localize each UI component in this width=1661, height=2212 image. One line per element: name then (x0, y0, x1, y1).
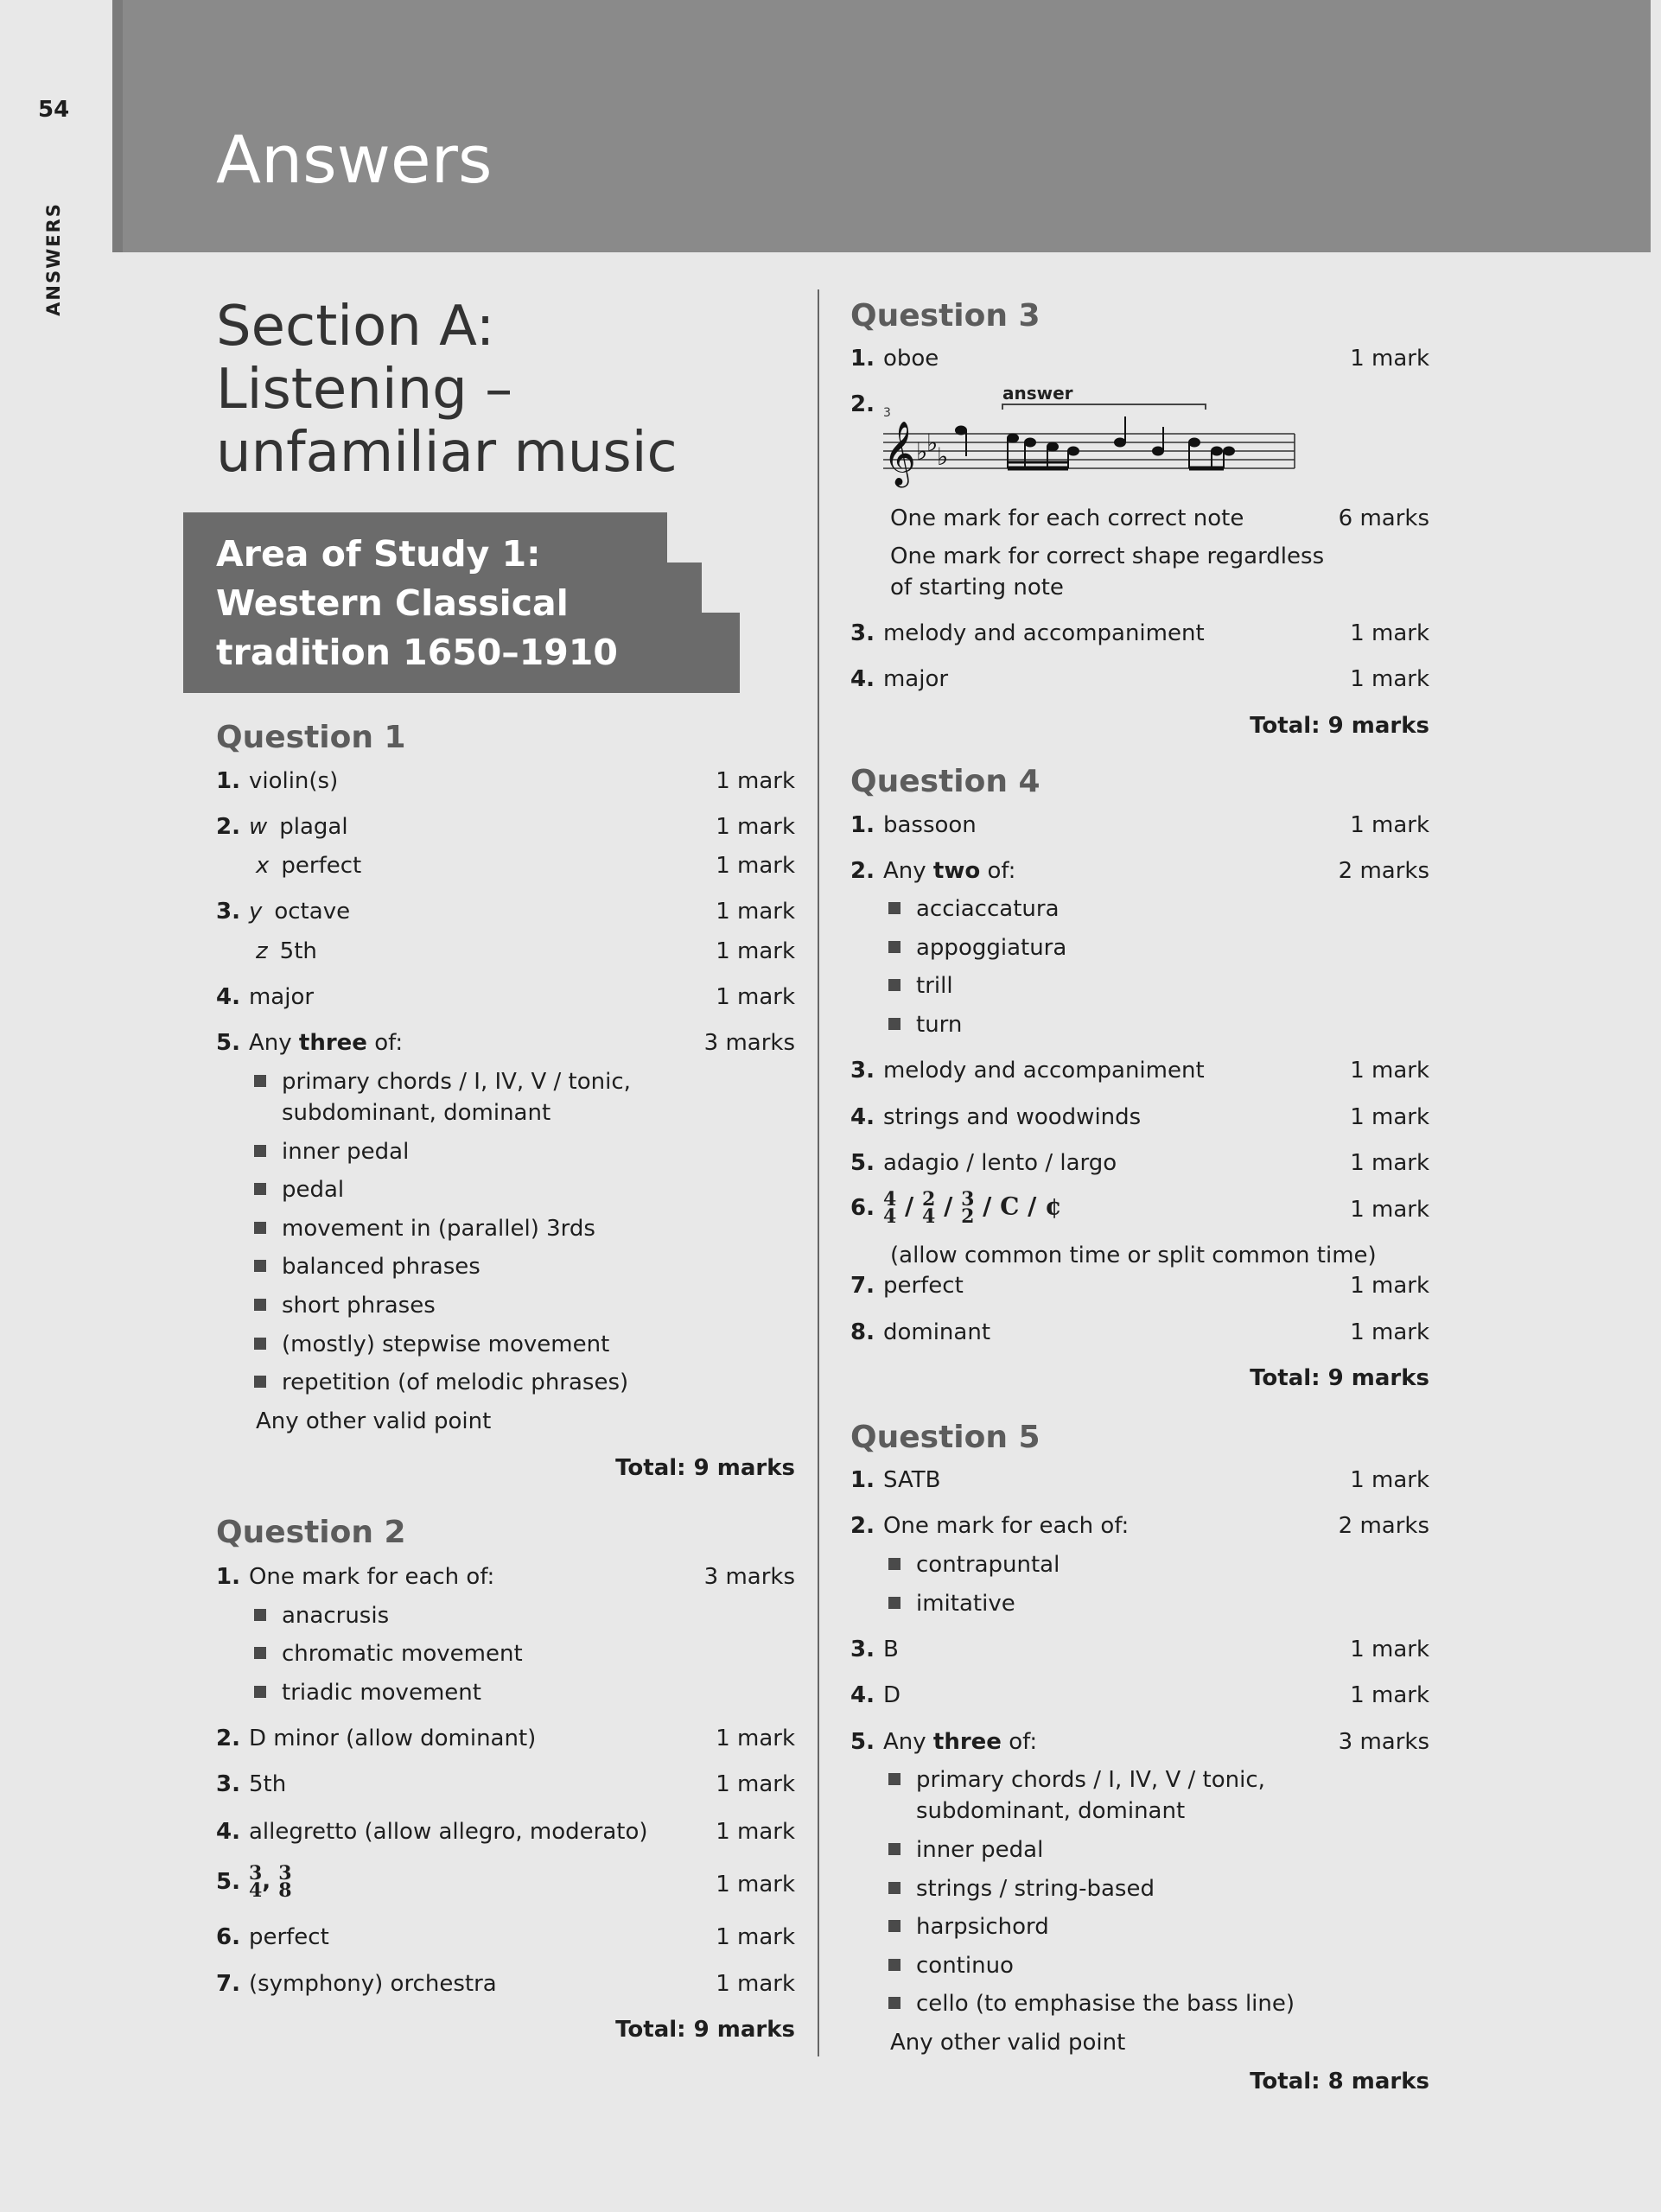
bullet-text: (mostly) stepwise movement (282, 1332, 610, 1357)
bullet-text: imitative (916, 1591, 1015, 1617)
bullet-square (254, 1686, 266, 1698)
answer-row (850, 391, 883, 417)
answer-mark: 1 mark (1350, 1058, 1429, 1084)
answer-number: 1. (850, 812, 875, 838)
side-label: ANSWERS (43, 202, 64, 316)
answer-row (216, 1771, 286, 1797)
aos-line: Area of Study 1: (216, 533, 541, 575)
bullet-square (888, 1843, 901, 1855)
section-title-line: unfamiliar music (216, 421, 678, 485)
bullet-item (888, 1591, 1015, 1617)
answer-number: 3. (850, 620, 875, 646)
answer-text-pre: Any (882, 1729, 926, 1755)
answer-text: adagio / lento / largo (882, 1150, 1117, 1176)
bullet-square (888, 1920, 901, 1932)
bullet-square (254, 1299, 266, 1311)
question-total: Total: 8 marks (1250, 2069, 1429, 2094)
answer-text: 5th (248, 1771, 287, 1797)
answer-row (850, 858, 1015, 884)
bullet-item (888, 1767, 1265, 1793)
bullet-square (888, 979, 901, 991)
answer-text: octave (274, 899, 351, 925)
answer-row (850, 346, 939, 372)
answer-text: D (882, 1682, 901, 1708)
answer-text: 5th (279, 938, 317, 964)
answer-row (850, 1319, 990, 1345)
bullet-item (254, 1177, 344, 1203)
bullet-square (254, 1609, 266, 1621)
bullet-text: acciaccatura (916, 896, 1060, 922)
answer-number: 1. (216, 768, 240, 794)
bullet-text: subdominant, dominant (916, 1798, 1186, 1824)
answer-row: 5. 3 4 , 3 8 (216, 1862, 292, 1902)
bullet-item (888, 1953, 1014, 1979)
answer-row (850, 1058, 1205, 1084)
bullet-square (254, 1075, 266, 1087)
bullet-item (888, 1552, 1060, 1578)
bullet-square (254, 1338, 266, 1350)
answer-text: major (248, 984, 315, 1010)
answer-number: 2. (216, 1726, 240, 1751)
answer-text: (symphony) orchestra (248, 1971, 497, 1997)
bullet-square (888, 941, 901, 953)
answer-text-pre: Any (882, 858, 926, 884)
bullet-text: subdominant, dominant (282, 1100, 551, 1126)
bullet-text: harpsichord (916, 1914, 1049, 1940)
bullet-square (888, 1018, 901, 1030)
aos-line: Western Classical (216, 582, 569, 624)
answer-row (216, 1924, 329, 1950)
answer-number: 7. (850, 1273, 875, 1299)
answer-number: 4. (850, 666, 875, 692)
bullet-square (888, 902, 901, 914)
answer-mark: 1 mark (1350, 1104, 1429, 1130)
question-3-heading: Question 3 (850, 298, 1041, 334)
bullet-item (254, 1370, 628, 1395)
answer-number: 3. (216, 1771, 240, 1797)
answer-row (216, 1971, 497, 1997)
answer-number: 8. (850, 1319, 875, 1345)
answer-text-bold: three (298, 1030, 367, 1056)
bullet-item (254, 1069, 631, 1095)
answer-mark: 1 mark (1350, 1273, 1429, 1299)
answer-row (850, 666, 948, 692)
answer-number: 4. (850, 1104, 875, 1130)
answer-row (850, 1104, 1141, 1130)
answer-mark: 1 mark (1350, 666, 1429, 692)
answer-text-bold: three (932, 1729, 1002, 1755)
question-4-heading: Question 4 (850, 764, 1041, 799)
bullet-square (888, 1882, 901, 1894)
answer-number: 3. (850, 1637, 875, 1662)
time-signature-3-2: 3 2 (961, 1188, 975, 1228)
bullet-text: triadic movement (282, 1680, 481, 1706)
marking-note: of starting note (890, 575, 1064, 601)
bullet-text: cello (to emphasise the bass line) (916, 1991, 1295, 2017)
section-title-line: Section A: (216, 295, 495, 359)
answer-text-post: of: (1009, 1729, 1038, 1755)
flat-sign: ♭ (937, 442, 949, 471)
answer-row (216, 1726, 536, 1751)
answer-number: 2. (216, 814, 240, 840)
bullet-item (254, 1332, 609, 1357)
answer-text: D minor (allow dominant) (248, 1726, 537, 1751)
answer-row (256, 853, 361, 879)
treble-clef: 𝄞 (883, 422, 916, 486)
section-title-line: Listening – (216, 358, 513, 422)
bullet-text: strings / string-based (916, 1876, 1155, 1902)
bullet-item (888, 935, 1066, 961)
question-total: Total: 9 marks (1250, 1365, 1429, 1391)
question-1-heading: Question 1 (216, 720, 406, 755)
time-signature-3-4: 3 4 (248, 1862, 263, 1902)
bullet-item (254, 1603, 389, 1629)
answer-bracket-label: answer (1002, 383, 1073, 404)
answer-row (256, 938, 317, 964)
answer-row (216, 814, 348, 840)
answer-text: melody and accompaniment (882, 620, 1205, 646)
bullet-square (254, 1222, 266, 1234)
answer-mark: 1 mark (1350, 812, 1429, 838)
other-valid-point: Any other valid point (890, 2030, 1126, 2056)
question-total: Total: 9 marks (1250, 713, 1429, 739)
answer-bracket (1002, 404, 1206, 410)
bullet-square (888, 1773, 901, 1785)
bullet-continuation (282, 1100, 550, 1126)
aos-line: tradition 1650–1910 (216, 632, 618, 673)
answer-number: 3. (850, 1058, 875, 1084)
bar-number: 3 (883, 406, 891, 420)
answer-row (216, 984, 314, 1010)
bullet-item (254, 1641, 523, 1667)
answer-mark: 1 mark (716, 814, 795, 840)
bullet-item (888, 973, 953, 999)
answer-number: 6. (850, 1195, 875, 1221)
answer-text: One mark for each of: (248, 1564, 495, 1590)
answer-number: 5. (216, 1030, 240, 1056)
answer-row (850, 1637, 899, 1662)
answer-number: 2. (850, 1513, 875, 1539)
answer-number: 4. (216, 1819, 240, 1845)
answer-row (850, 1682, 901, 1708)
answer-text: One mark for each of: (882, 1513, 1130, 1539)
bullet-item (254, 1216, 595, 1242)
answer-number: 6. (216, 1924, 240, 1950)
answer-mark: 1 mark (1350, 1319, 1429, 1345)
answer-number: 1. (850, 346, 875, 372)
bullet-text: chromatic movement (282, 1641, 523, 1667)
bullet-item (888, 1914, 1049, 1940)
answer-row (216, 768, 338, 794)
answer-row (850, 1513, 1129, 1539)
bullet-square (254, 1183, 266, 1195)
time-signature-2-4: 2 4 (922, 1188, 936, 1228)
answer-number: 2. (850, 858, 875, 884)
answer-row (850, 812, 977, 838)
answer-number: 3. (216, 899, 240, 925)
flat-sign: ♭ (916, 437, 928, 466)
bullet-text: turn (916, 1012, 963, 1038)
bullet-item (888, 1876, 1155, 1902)
question-total: Total: 9 marks (615, 1455, 795, 1481)
answer-row (216, 899, 350, 925)
bullet-text: repetition (of melodic phrases) (282, 1370, 629, 1395)
bullet-text: primary chords / I, IV, V / tonic, (916, 1767, 1265, 1793)
answer-row (850, 1273, 964, 1299)
bullet-text: primary chords / I, IV, V / tonic, (282, 1069, 631, 1095)
bullet-text: trill (916, 973, 953, 999)
bullet-text: balanced phrases (282, 1254, 480, 1280)
bullet-square (254, 1647, 266, 1659)
answer-text: SATB (882, 1467, 941, 1493)
answer-mark: 1 mark (1350, 346, 1429, 372)
answer-mark: 3 marks (703, 1030, 795, 1056)
answer-mark: 3 marks (703, 1564, 795, 1590)
answer-mark: 1 mark (1350, 1682, 1429, 1708)
answer-row (850, 1729, 1037, 1755)
bullet-square (254, 1376, 266, 1388)
bullet-item (888, 896, 1060, 922)
question-2-heading: Question 2 (216, 1515, 406, 1550)
answer-text: strings and woodwinds (882, 1104, 1142, 1130)
answer-mark: 1 mark (716, 938, 795, 964)
answer-text: dominant (882, 1319, 991, 1345)
answer-mark: 1 mark (1350, 1467, 1429, 1493)
answer-row (850, 1467, 940, 1493)
answer-text-bold: two (932, 858, 981, 884)
bullet-text: movement in (parallel) 3rds (282, 1216, 595, 1242)
answer-text: perfect (248, 1924, 329, 1950)
answer-number: 4. (216, 984, 240, 1010)
answer-mark: 1 mark (1350, 620, 1429, 646)
answer-mark: 1 mark (716, 853, 795, 879)
answer-sublabel: x (256, 853, 270, 879)
answer-row (850, 1150, 1117, 1176)
answer-number: 5. (850, 1729, 875, 1755)
time-signature-3-8: 3 8 (278, 1862, 292, 1902)
answer-text: oboe (882, 346, 939, 372)
answer-text: allegretto (allow allegro, moderato) (248, 1819, 648, 1845)
bullet-square (888, 1997, 901, 2009)
bullet-square (254, 1260, 266, 1272)
other-valid-point: Any other valid point (256, 1408, 492, 1434)
bullet-item (254, 1680, 481, 1706)
column-divider (818, 289, 819, 2056)
bullet-item (254, 1139, 409, 1165)
answer-mark: 1 mark (716, 1819, 795, 1845)
flat-sign: ♭ (926, 429, 939, 457)
question-total: Total: 9 marks (615, 2017, 795, 2043)
answer-text: perfect (882, 1273, 964, 1299)
answer-mark: 1 mark (716, 1971, 795, 1997)
answer-number: 1. (216, 1564, 240, 1590)
answer-text: melody and accompaniment (882, 1058, 1205, 1084)
bullet-item (888, 1012, 962, 1038)
answer-mark: 1 mark (716, 1872, 795, 1897)
bullet-text: continuo (916, 1953, 1014, 1979)
section-title (216, 296, 769, 485)
answer-row (216, 1564, 494, 1590)
music-notation (883, 380, 1315, 493)
bullet-text: short phrases (282, 1293, 436, 1319)
bullet-text: inner pedal (282, 1139, 410, 1165)
page-title: Answers (216, 121, 493, 198)
bullet-item (254, 1254, 480, 1280)
answer-number: 2. (850, 391, 875, 417)
bullet-text: contrapuntal (916, 1552, 1060, 1578)
answer-text-post: of: (374, 1030, 404, 1056)
bullet-text: pedal (282, 1177, 345, 1203)
answer-text: violin(s) (248, 768, 339, 794)
marking-note: (allow common time or split common time) (890, 1243, 1377, 1268)
answer-number: 5. (850, 1150, 875, 1176)
bullet-item (888, 1991, 1295, 2017)
answer-sublabel: w (248, 814, 268, 840)
bullet-item (254, 1293, 436, 1319)
area-of-study-title (216, 530, 700, 677)
answer-sublabel: y (248, 899, 263, 925)
answer-row (216, 1819, 648, 1845)
answer-text: bassoon (882, 812, 977, 838)
answer-mark: 1 mark (716, 899, 795, 925)
marking-note: One mark for each correct note (890, 505, 1244, 531)
answer-number: 5. (216, 1869, 240, 1895)
answer-number: 4. (850, 1682, 875, 1708)
answer-text: plagal (279, 814, 348, 840)
marking-note: One mark for correct shape regardless (890, 543, 1325, 569)
answer-text: B (882, 1637, 899, 1662)
bullet-square (888, 1558, 901, 1570)
time-signature-4-4: 4 4 (882, 1188, 897, 1228)
common-time-symbol: / C / ¢ (974, 1192, 1062, 1221)
answer-mark: 3 marks (1338, 1729, 1429, 1755)
bullet-text: anacrusis (282, 1603, 390, 1629)
bullet-square (888, 1597, 901, 1609)
header-edge (112, 0, 123, 252)
answer-mark: 6 marks (1338, 505, 1429, 531)
answer-mark: 1 mark (716, 1924, 795, 1950)
answer-text: perfect (281, 853, 362, 879)
answer-mark: 1 mark (716, 1771, 795, 1797)
answer-mark: 1 mark (716, 1726, 795, 1751)
bullet-item (888, 1837, 1043, 1863)
bullet-square (888, 1959, 901, 1971)
answer-number: 7. (216, 1971, 240, 1997)
answer-mark: 2 marks (1338, 1513, 1429, 1539)
page-number: 54 (38, 97, 70, 123)
answer-sublabel: z (256, 938, 268, 964)
bullet-continuation (916, 1798, 1185, 1824)
answer-text-pre: Any (248, 1030, 292, 1056)
answer-mark: 1 mark (716, 984, 795, 1010)
answer-mark: 1 mark (1350, 1637, 1429, 1662)
answer-mark: 1 mark (1350, 1197, 1429, 1223)
answer-mark: 1 mark (1350, 1150, 1429, 1176)
answer-mark: 2 marks (1338, 858, 1429, 884)
bullet-square (254, 1145, 266, 1157)
question-5-heading: Question 5 (850, 1420, 1041, 1455)
answer-row (850, 620, 1205, 646)
answer-text-post: of: (987, 858, 1016, 884)
answer-row: 6. 4 4 / 2 4 / 3 2 / C / ¢ (850, 1188, 1062, 1228)
bullet-text: inner pedal (916, 1837, 1044, 1863)
area-of-study-box (183, 512, 740, 693)
answer-number: 1. (850, 1467, 875, 1493)
answer-row (216, 1030, 403, 1056)
answer-mark: 1 mark (716, 768, 795, 794)
answer-text: major (882, 666, 949, 692)
bullet-text: appoggiatura (916, 935, 1067, 961)
